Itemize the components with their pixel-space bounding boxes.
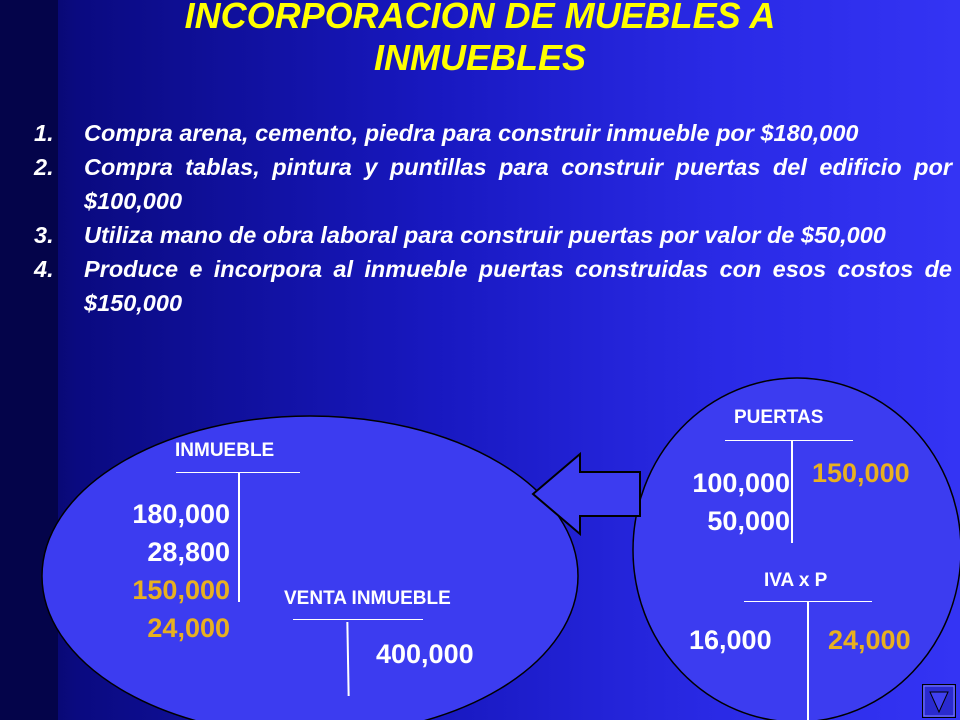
inmueble-debit-2: 28,800 [147,537,230,567]
puertas-t-top [725,440,853,441]
inmueble-debit-3: 150,000 [132,575,230,605]
item-text: Compra tablas, pintura y puntillas para construir puertas del edificio por $100,000 [84,154,952,214]
puertas-credit: 150,000 [812,458,910,488]
puertas-debit-1: 100,000 [692,468,790,498]
item-text: Compra arena, cemento, piedra para construir inmueble por $180,000 [84,120,859,146]
item-number: 2. [34,154,54,180]
venta-t-top [293,619,423,620]
slide-title-line1: INCORPORACION DE MUEBLES A [184,0,776,36]
iva-credit: 24,000 [828,625,911,655]
inmueble-debit-1: 180,000 [132,499,230,529]
slide-title-line2: INMUEBLES [373,37,586,78]
inmueble-t-stem [238,472,240,602]
iva-t-stem [807,601,809,720]
venta-inmueble-credit: 400,000 [376,639,474,669]
iva-account-title: IVA x P [764,570,828,591]
inmueble-debit-4: 24,000 [147,613,230,643]
inmueble-ellipse [42,416,578,720]
venta-inmueble-account-title: VENTA INMUEBLE [284,588,451,609]
puertas-t-stem [791,440,793,543]
puertas-ellipse [633,378,960,720]
item-number: 4. [34,256,54,282]
item-number: 3. [34,222,54,248]
puertas-debit-2: 50,000 [707,506,790,536]
item-text: Produce e incorpora al inmueble puertas construidas con esos costos de $150,000 [84,256,952,316]
inmueble-account-title: INMUEBLE [175,440,275,461]
puertas-account-title: PUERTAS [734,407,824,428]
next-slide-button[interactable] [922,684,956,718]
item-number: 1. [34,120,54,146]
item-text: Utiliza mano de obra laboral para construir puertas por valor de $50,000 [84,222,886,248]
iva-debit: 16,000 [689,625,772,655]
